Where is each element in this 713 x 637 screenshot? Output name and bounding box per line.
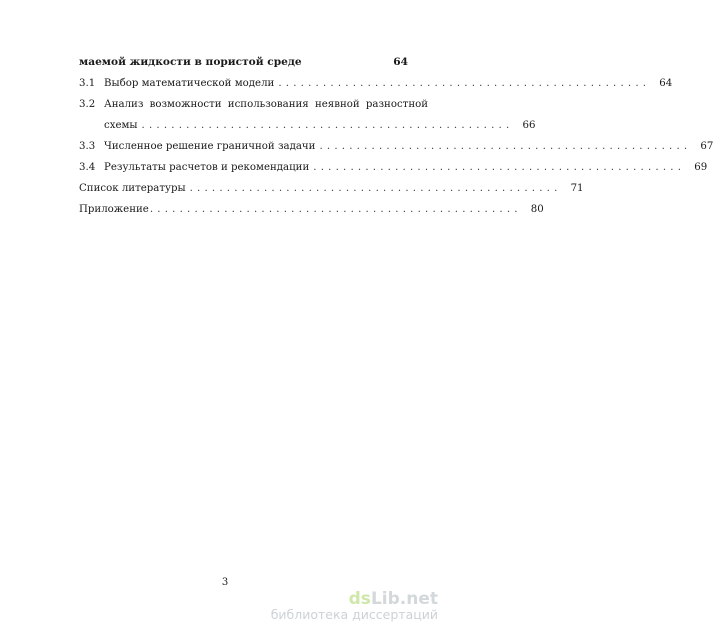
toc-page-number: 66 <box>522 120 536 131</box>
toc-entry-title: Результаты расчетов и рекомендации <box>104 162 310 173</box>
toc-entry-number: 3.4 <box>79 162 96 173</box>
toc-entry-appendix[interactable] <box>79 203 544 216</box>
toc-entry-number: 3.3 <box>79 141 96 152</box>
toc-page-number: 71 <box>570 183 584 194</box>
table-of-contents <box>79 56 713 216</box>
toc-page-number: 80 <box>530 204 544 215</box>
toc-entry-title: Приложение <box>79 204 149 215</box>
toc-chapter-heading-continued[interactable] <box>79 56 408 69</box>
watermark <box>271 590 438 622</box>
watermark-logo-ds: ds <box>348 589 371 609</box>
toc-entry-number: 3.2 <box>79 99 96 110</box>
toc-page-number: 69 <box>694 162 708 173</box>
toc-chapter-title: маемой жидкости в пористой среде <box>79 56 302 68</box>
toc-entry-number: 3.1 <box>79 78 96 89</box>
toc-entry-3-2-cont[interactable] <box>79 119 536 132</box>
toc-entry-3-4[interactable] <box>79 161 708 174</box>
toc-entry-title: Выбор математической модели <box>104 78 275 89</box>
toc-leader: .................................................. <box>319 141 692 152</box>
watermark-logo-net: .net <box>399 589 438 609</box>
toc-entry-title: Анализ возможности использования неявной разностной <box>104 99 429 110</box>
toc-entry-title: Численное решение граничной задачи <box>104 141 316 152</box>
page-number: 3 <box>221 577 229 588</box>
toc-page-number: 64 <box>659 78 673 89</box>
toc-leader: .................................................. <box>278 78 651 89</box>
toc-page-number: 64 <box>393 56 408 68</box>
watermark-logo <box>271 590 438 608</box>
toc-leader: .................................................. <box>189 183 562 194</box>
toc-leader: .................................................. <box>313 162 686 173</box>
toc-entry-title: Список литературы <box>79 183 186 194</box>
toc-page-number: 67 <box>700 141 713 152</box>
toc-entry-3-1[interactable] <box>79 77 673 90</box>
toc-entry-bibliography[interactable] <box>79 182 584 195</box>
watermark-logo-lib: Lib <box>370 589 400 609</box>
toc-leader: .................................................. <box>141 120 514 131</box>
toc-entry-3-3[interactable] <box>79 140 713 153</box>
toc-entry-3-2[interactable] <box>79 98 429 111</box>
toc-leader: .................................................. <box>149 204 522 215</box>
toc-entry-title-cont: схемы <box>104 120 138 131</box>
watermark-subtitle: библиотека диссертаций <box>270 607 438 622</box>
